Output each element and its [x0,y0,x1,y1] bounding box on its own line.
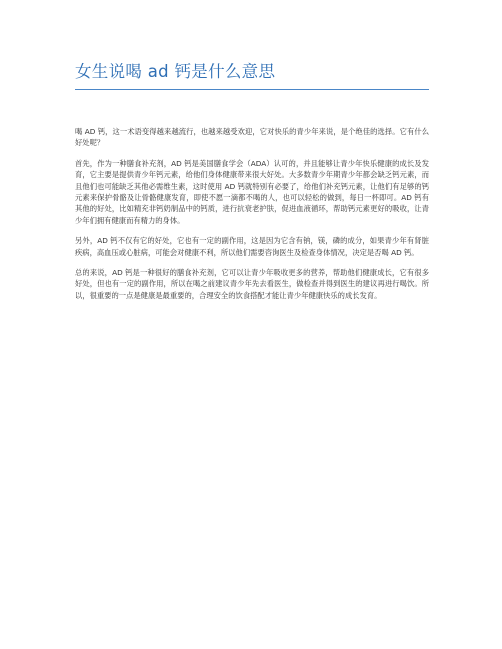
paragraph-side-effects: 另外，AD 钙不仅有它的好处，它也有一定的副作用，这是因为它含有钠，镁，磷的成分，如果青少年有肾脏疾病，高血压或心脏病，可能会对健康不利，所以他们需要咨询医生及检查身体情况，决定是否喝 AD 钙。 [75,236,429,257]
document-body [75,126,429,310]
paragraph-conclusion: 总的来说，AD 钙是一种很好的膳食补充剂，它可以让青少年吸收更多的营养，帮助他们健康成长，它有很多好处，但也有一定的副作用，所以在喝之前建议青少年先去看医生，做检查并得到医生的建议再进行喝饮。所以，很重要的一点是健康是最重要的，合理安全的饮食搭配才能让青少年健康快乐的成长发育。 [75,268,429,300]
paragraph-benefits: 首先，作为一种膳食补充剂，AD 钙是美国膳食学会（ADA）认可的，并且能够让青少年快乐健康的成长及发育，它主要是提供青少年钙元素，给他们身体健康带来很大好处。大多数青少年期青少年都会缺乏钙元素，而且他们也可能缺乏其他必需维生素，这时使用 AD 钙就特别有必要了，给他们补充钙元素，让他们有足够的钙元素来保护骨骼及让骨骼健康发育，即使不愿一滴都不喝的人，也可以轻松的做到，每日一杯即可。AD 钙有其他的好处，比如精充非钙奶制品中的钙质，进行抗衰老护肤，促进血液循环，帮助钙元素更好的吸收，让青少年们拥有健康而有精力的身体。 [75,158,429,225]
document-title: 女生说喝 ad 钙是什么意思 [75,62,276,81]
paragraph-intro: 喝 AD 钙，这一术语变得越来越流行，也越来越受欢迎，它对快乐的青少年来说，是个绝佳的选择。它有什么好处呢？ [75,127,429,148]
title-underline [75,89,429,90]
